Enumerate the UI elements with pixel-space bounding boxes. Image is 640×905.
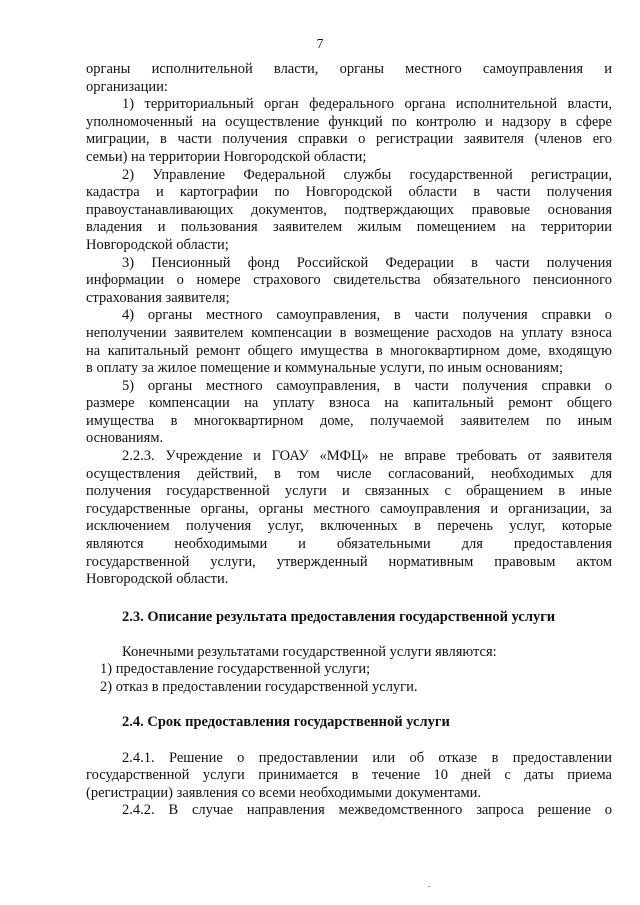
text-line: осуществления действий, в том числе согласований, необходимых для xyxy=(86,465,612,482)
paragraph xyxy=(86,679,612,697)
text-line: 2.2.3. Учреждение и ГОАУ «МФЦ» не вправе требовать от заявителя xyxy=(122,448,612,465)
text-line: на капитальный ремонт общего имущества в многоквартирном доме, входящую xyxy=(86,342,612,359)
text-line: 2) Управление Федеральной службы государственной регистрации, xyxy=(122,166,612,183)
text-line: Новгородской области. xyxy=(86,571,229,588)
paragraph xyxy=(86,750,612,803)
text-line: 1) территориальный орган федерального органа исполнительной власти, xyxy=(122,96,612,113)
text-line: основаниям. xyxy=(86,430,164,447)
text-line: информации о номере страхового свидетельства обязательного пенсионного xyxy=(86,272,612,289)
paragraph xyxy=(86,307,612,377)
text-line: государственной услуги принимается в течение 10 дней с даты приема xyxy=(86,767,612,784)
text-line: исключением получения услуг, включенных в перечень услуг, которые xyxy=(86,518,612,535)
section-spacer xyxy=(86,626,612,644)
text-line: получения государственной услуги и связанных с обращением в иные xyxy=(86,483,612,500)
text-line: 2) отказ в предоставлении государственной услуги. xyxy=(100,679,418,695)
paragraph xyxy=(86,802,612,820)
paragraph xyxy=(86,378,612,448)
text-line: (регистрации) заявления со всеми необходимыми документами. xyxy=(86,784,482,801)
text-line: 4) органы местного самоуправления, в части получения справки о xyxy=(122,307,612,324)
text-line: владения и пользования заявителем жилым помещением на территории xyxy=(86,219,612,236)
paragraph xyxy=(86,255,612,308)
page-number: 7 xyxy=(316,36,324,51)
section-spacer xyxy=(86,697,612,713)
section-spacer xyxy=(86,589,612,608)
text-line: Новгородской области; xyxy=(86,236,229,253)
section-heading: 2.3. Описание результата предоставления государственной услуги xyxy=(122,608,556,625)
paragraph xyxy=(86,644,612,662)
text-line: 2.4.1. Решение о предоставлении или об отказе в предоставлении xyxy=(122,749,612,766)
paragraph xyxy=(86,96,612,166)
paragraph xyxy=(86,661,612,679)
text-line: государственной услуги, утвержденный нормативным правовым актом xyxy=(86,553,612,570)
text-line: Конечными результатами государственной услуги являются: xyxy=(122,643,497,660)
text-line: 2.4.2. В случае направления межведомственного запроса решение о xyxy=(122,802,612,819)
text-line: уполномоченный на осуществление функций по контролю и надзору в сфере xyxy=(86,113,612,130)
text-line: государственные органы, органы местного самоуправления и организации, за xyxy=(86,500,612,517)
text-line: 1) предоставление государственной услуги; xyxy=(100,661,371,678)
paragraph xyxy=(86,448,612,589)
text-line: размере компенсации на уплату взноса на капитальный ремонт общего xyxy=(86,395,612,412)
text-line: в оплату за жилое помещение и коммунальные услуги, по иным основаниям; xyxy=(86,360,563,377)
text-line: семьи) на территории Новгородской области; xyxy=(86,148,367,165)
text-line: 5) органы местного самоуправления, в части получения справки о xyxy=(122,377,612,394)
text-line: 3) Пенсионный фонд Российской Федерации в части получения xyxy=(122,254,612,271)
text-line: страхования заявителя; xyxy=(86,289,230,306)
text-line: органы исполнительной власти, органы местного самоуправления и xyxy=(86,61,612,77)
text-line: являются необходимыми и обязательными для предоставления xyxy=(86,536,612,553)
text-line: имущества в многоквартирном доме, получаемой заявителем по иным xyxy=(86,412,612,429)
section-heading: 2.4. Срок предоставления государственной услуги xyxy=(122,713,450,730)
text-line: кадастра и картографии по Новгородской области в части получения xyxy=(86,184,612,201)
document-body xyxy=(86,61,612,820)
section-spacer xyxy=(86,731,612,750)
text-line: миграции, в части получения справки о регистрации заявителя (членов его xyxy=(86,131,612,148)
paragraph xyxy=(86,61,612,96)
paragraph xyxy=(86,167,612,255)
text-line: организации: xyxy=(86,78,168,95)
scan-speck xyxy=(428,886,430,887)
text-line: правоустанавливающих документов, подтверждающих правовые основания xyxy=(86,201,612,218)
text-line: неполучении заявителем компенсации в возмещение расходов на уплату взноса xyxy=(86,324,612,341)
